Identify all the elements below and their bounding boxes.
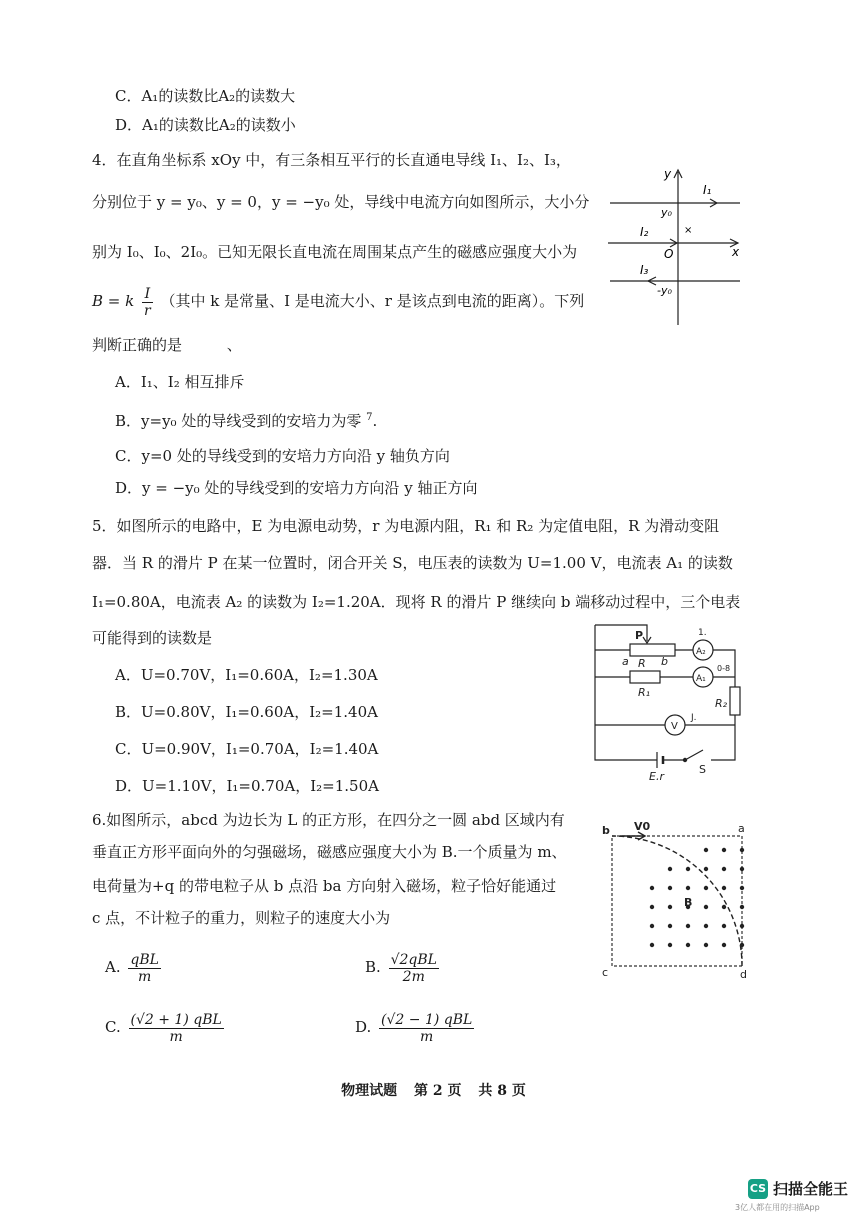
field-dot-icon [668, 924, 672, 928]
resistor-r2 [730, 687, 740, 715]
q5-stem-line1: 5．如图所示的电路中，E 为电源电动势，r 为电源内阻，R₁ 和 R₂ 为定值电阻，R 为滑动变阻 [92, 517, 720, 535]
q4-formula-fraction [142, 286, 153, 319]
q4-stem-line4 [92, 284, 584, 319]
q6-option-b-numerator: √2qBL [390, 951, 437, 968]
wire-i3-label: I₃ [640, 263, 649, 277]
field-dot-icon [668, 886, 672, 890]
field-dot-icon [650, 905, 654, 909]
battery-label: E,r [649, 770, 664, 780]
field-dot-icon [722, 848, 726, 852]
scanner-watermark [748, 1178, 848, 1199]
q5-stem-line4: 可能得到的读数是 [92, 629, 213, 647]
q6-option-c [105, 1005, 227, 1049]
wire-i2-label: I₂ [640, 225, 649, 239]
corner-b-label: b [602, 824, 610, 837]
field-dot-icon [740, 943, 744, 947]
corner-d-label: d [740, 968, 747, 981]
q4-formula-prefix: B = k [92, 292, 135, 310]
q6-option-a-fraction [128, 952, 161, 985]
q4-option-a: A．I₁、I₂ 相互排斥 [115, 373, 245, 391]
q6-stem-line4: c 点，不计粒子的重力，则粒子的速度大小为 [92, 909, 391, 927]
footer-page-number: 第 2 页 [414, 1083, 462, 1099]
handwritten-mark-2: 0-8 [717, 664, 731, 673]
field-b-label: B [684, 896, 693, 909]
q6-option-d-label: D. [355, 1018, 372, 1036]
field-dot-icon [704, 943, 708, 947]
q4-formula-numerator: I [142, 286, 153, 303]
field-dot-icon [668, 867, 672, 871]
camscanner-logo-icon: CS [748, 1179, 768, 1199]
q4-formula-denominator: r [144, 302, 151, 319]
field-dot-icon [704, 848, 708, 852]
field-dot-icon [740, 886, 744, 890]
cross-mark-icon: × [684, 225, 693, 236]
field-dots [650, 848, 744, 947]
field-dot-icon [722, 924, 726, 928]
field-dot-icon [722, 943, 726, 947]
neg-y0-label: -y₀ [657, 284, 672, 297]
ammeter-a1-label: A₁ [696, 674, 706, 684]
q5-stem-line2: 器．当 R 的滑片 P 在某一位置时，闭合开关 S，电压表的读数为 U=1.00 V，电流表 A₁ 的读数 [92, 554, 733, 572]
rheostat-label-r: R [638, 657, 646, 670]
camscanner-name: 扫描全能王 [773, 1180, 849, 1198]
field-dot-icon [704, 905, 708, 909]
field-dot-icon [650, 924, 654, 928]
handwritten-mark-3: J. [691, 713, 697, 723]
footer-total-pages: 共 8 页 [478, 1083, 526, 1099]
q4-option-b-text: B．y=y₀ 处的导线受到的安培力为零 [115, 412, 362, 430]
field-dot-icon [686, 886, 690, 890]
field-dot-icon [686, 924, 690, 928]
q5-option-b: B．U=0.80V，I₁=0.60A，I₂=1.40A [115, 703, 378, 721]
q6-option-d-denominator: m [420, 1028, 434, 1045]
q6-option-a-denominator: m [138, 968, 152, 985]
v0-label: V0 [634, 820, 651, 833]
q6-stem-line2: 垂直正方形平面向外的匀强磁场，磁感应强度大小为 B.一个质量为 m、 [92, 843, 567, 861]
q6-stem-line1: 6.如图所示，abcd 为边长为 L 的正方形，在四分之一圆 abd 区域内有 [92, 811, 565, 829]
switch-pivot-icon [683, 758, 686, 761]
q6-option-d-fraction [379, 1012, 474, 1045]
q4-handwritten-mark: 、 [226, 336, 242, 354]
resistor-r2-label: R₂ [715, 697, 728, 710]
origin-label: O [664, 247, 674, 261]
corner-a-label: a [738, 822, 745, 835]
wire-i1-label: I₁ [703, 183, 712, 197]
q6-option-d-numerator: (√2 − 1) qBL [381, 1011, 473, 1028]
resistor-r1-label: R₁ [638, 686, 651, 699]
y-axis-label: y [664, 167, 672, 181]
field-dot-icon [704, 886, 708, 890]
q4-option-d: D．y = −y₀ 处的导线受到的安培力方向沿 y 轴正方向 [115, 479, 478, 497]
q5-option-d: D．U=1.10V，I₁=0.70A，I₂=1.50A [115, 777, 379, 795]
q4-question-prompt: 判断正确的是 [92, 336, 183, 354]
field-dot-icon [740, 905, 744, 909]
footer-subject: 物理试题 [341, 1083, 398, 1099]
field-dot-icon [722, 886, 726, 890]
x-axis-label: x [732, 245, 740, 259]
field-dot-icon [722, 905, 726, 909]
q6-option-c-fraction [129, 1012, 224, 1045]
field-dot-icon [650, 886, 654, 890]
q3-option-d: D．A₁的读数比A₂的读数小 [115, 116, 296, 134]
field-dot-icon [650, 943, 654, 947]
q4-option-b [115, 408, 377, 431]
field-dot-icon [686, 867, 690, 871]
field-dot-icon [740, 848, 744, 852]
q3-option-c: C．A₁的读数比A₂的读数大 [115, 87, 296, 105]
switch-s [685, 750, 703, 760]
q6-option-a-numerator: qBL [130, 951, 159, 968]
q6-option-a-label: A. [105, 958, 121, 976]
q6-option-b-fraction [389, 952, 439, 985]
field-dot-icon [668, 943, 672, 947]
q6-magnetic-field-figure [598, 818, 758, 983]
handwritten-mark-1: 1. [698, 628, 707, 638]
y0-label: y₀ [661, 206, 672, 219]
q4-option-b-end: . [372, 412, 378, 430]
slider-label-p: P [635, 629, 644, 642]
field-dot-icon [740, 867, 744, 871]
field-dot-icon [722, 867, 726, 871]
q5-stem-line3: I₁=0.80A，电流表 A₂ 的读数为 I₂=1.20A．现将 R 的滑片 P 继续向 b 端移动过程中，三个电表 [92, 593, 741, 611]
q6-option-c-numerator: (√2 + 1) qBL [130, 1011, 222, 1028]
field-dot-icon [704, 924, 708, 928]
rheostat-label-b: b [661, 655, 668, 668]
q4-stem-line5 [92, 335, 242, 355]
q6-option-a [105, 945, 164, 989]
q6-option-b-label: B. [365, 958, 381, 976]
q5-circuit-figure [585, 615, 750, 780]
r2-bottom-wire [711, 715, 735, 760]
q4-option-c: C．y=0 处的导线受到的安培力方向沿 y 轴负方向 [115, 447, 450, 465]
q5-option-c: C．U=0.90V，I₁=0.70A，I₂=1.40A [115, 740, 379, 758]
q6-option-b-denominator: 2m [402, 968, 425, 985]
voltmeter-label: V [671, 721, 678, 732]
q4-wire-figure [600, 160, 750, 330]
field-dot-icon [668, 905, 672, 909]
q4-stem-line1: 4．在直角坐标系 xOy 中，有三条相互平行的长直通电导线 I₁、I₂、I₃， [92, 151, 571, 169]
q6-stem-line3: 电荷量为+q 的带电粒子从 b 点沿 ba 方向射入磁场，粒子恰好能通过 [92, 877, 557, 895]
switch-label: S [699, 763, 706, 776]
corner-c-label: c [602, 966, 609, 979]
q6-option-c-label: C. [105, 1018, 121, 1036]
rheostat-r [630, 644, 675, 656]
q5-option-a: A．U=0.70V，I₁=0.60A，I₂=1.30A [115, 666, 378, 684]
field-dot-icon [686, 943, 690, 947]
q6-option-d [355, 1005, 477, 1049]
q4-formula-description: （其中 k 是常量、I 是电流大小、r 是该点到电流的距离）。下列 [160, 292, 585, 310]
camscanner-tagline: 3亿人都在用的扫描App [735, 1203, 820, 1212]
resistor-r1 [630, 671, 660, 683]
q4-stem-line2: 分别位于 y = y₀、y = 0，y = −y₀ 处，导线中电流方向如图所示，大小分 [92, 193, 590, 211]
q4-stem-line3: 别为 I₀、I₀、2I₀。已知无限长直电流在周围某点产生的磁感应强度大小为 [92, 243, 578, 261]
rheostat-label-a: a [622, 655, 629, 668]
q6-option-c-denominator: m [169, 1028, 183, 1045]
field-dot-icon [704, 867, 708, 871]
q6-option-b [365, 945, 442, 989]
page-footer [0, 1080, 867, 1100]
q4-option-b-mark: 7 [366, 412, 373, 423]
field-dot-icon [740, 924, 744, 928]
ammeter-a2-label: A₂ [696, 647, 706, 657]
